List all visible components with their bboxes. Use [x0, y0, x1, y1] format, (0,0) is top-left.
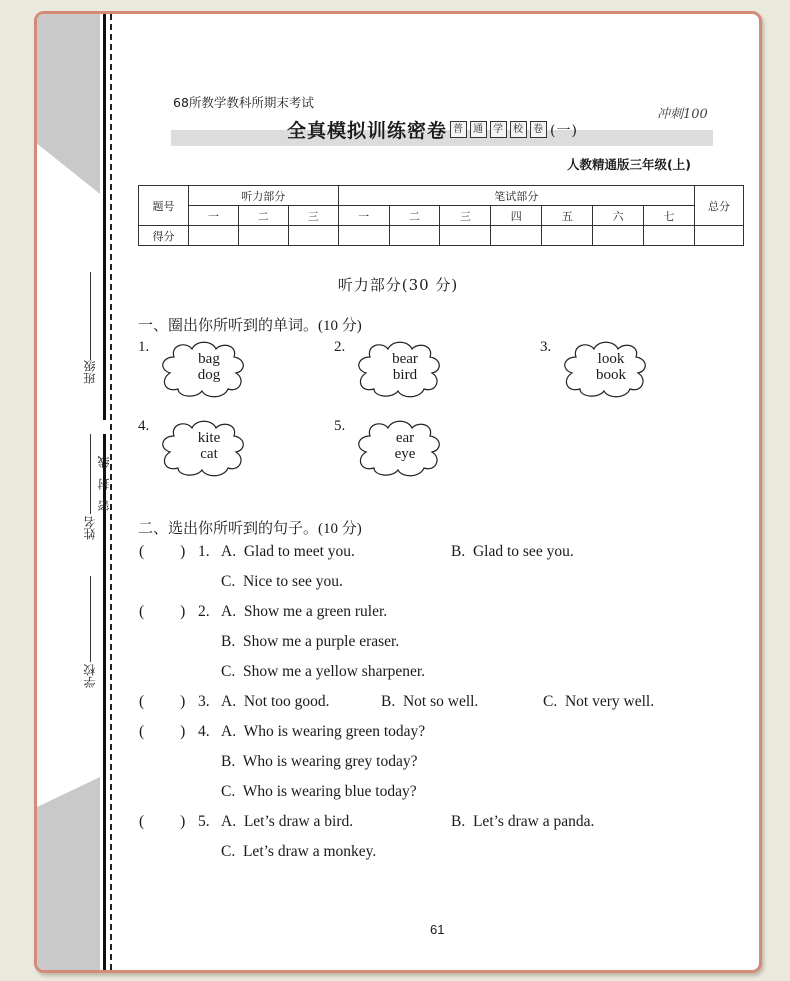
paren-open: (	[139, 813, 145, 830]
exam-title	[287, 116, 578, 143]
cloud-words	[179, 351, 239, 383]
option-text: Let’s draw a bird.	[243, 813, 354, 830]
answer-option	[451, 813, 594, 831]
answer-option	[221, 573, 343, 591]
option-letter: C.	[221, 783, 236, 800]
score-row-label: 得分	[139, 226, 189, 246]
score-cell[interactable]	[338, 226, 389, 246]
option-text: Show me a green ruler.	[243, 603, 388, 620]
part2-points: (10 分)	[318, 521, 362, 537]
score-cell[interactable]	[440, 226, 491, 246]
option-text: Show me a purple eraser.	[242, 633, 400, 650]
option-text: Nice to see you.	[242, 573, 343, 590]
option-text: Show me a yellow sharpener.	[242, 663, 426, 680]
word-option[interactable]: dog	[197, 367, 221, 383]
exam-source: 68所教学教科所期末考试	[173, 95, 314, 110]
question-number: 5.	[198, 813, 210, 830]
name-label: 姓名	[83, 516, 97, 540]
writing-col: 四	[491, 206, 542, 226]
answer-blank[interactable]	[139, 543, 185, 561]
answer-option	[451, 543, 574, 561]
writing-col: 七	[644, 206, 695, 226]
word-cloud-item	[334, 418, 504, 488]
option-text: Glad to meet you.	[243, 543, 355, 560]
boxed-char: 校	[510, 121, 527, 138]
paren-close: )	[180, 603, 186, 620]
score-table	[138, 185, 744, 246]
seal-line-text: 密封线	[97, 446, 111, 512]
word-option[interactable]: kite	[197, 430, 221, 446]
boxed-char: 通	[470, 121, 487, 138]
word-cloud-item	[334, 339, 504, 409]
boxed-char: 卷	[530, 121, 547, 138]
paren-open: (	[139, 603, 145, 620]
strip-decoration-bottom	[37, 777, 100, 973]
paren-open: (	[139, 693, 145, 710]
writing-col: 一	[338, 206, 389, 226]
word-option[interactable]: eye	[394, 446, 416, 462]
paren-close: )	[180, 723, 186, 740]
question-number: 3.	[198, 693, 210, 710]
exam-page	[34, 11, 762, 973]
part1-heading	[138, 314, 362, 335]
part1-points: (10 分)	[318, 318, 362, 334]
answer-option	[221, 543, 355, 561]
answer-option	[221, 783, 417, 801]
item-number: 2.	[334, 339, 346, 355]
series-name: 冲刺100	[657, 107, 708, 122]
paren-open: (	[139, 723, 145, 740]
option-letter: B.	[221, 753, 236, 770]
exam-title-text: 全真模拟训练密卷	[287, 120, 448, 142]
word-option[interactable]: cat	[200, 446, 218, 462]
option-letter: A.	[221, 603, 237, 620]
option-letter: B.	[451, 813, 466, 830]
option-letter: C.	[543, 693, 558, 710]
word-option[interactable]: bag	[198, 351, 220, 367]
word-option[interactable]: ear	[395, 430, 415, 446]
score-cell[interactable]	[491, 226, 542, 246]
answer-blank[interactable]	[139, 813, 185, 831]
paren-close: )	[180, 693, 186, 710]
option-text: Who is wearing green today?	[243, 723, 426, 740]
word-option[interactable]: look	[597, 351, 625, 367]
score-cell[interactable]	[542, 226, 593, 246]
writing-col: 六	[593, 206, 644, 226]
option-text: Who is wearing blue today?	[242, 783, 417, 800]
option-letter: C.	[221, 573, 236, 590]
cloud-words	[375, 430, 435, 462]
word-option[interactable]: bear	[392, 351, 418, 367]
writing-col: 二	[389, 206, 440, 226]
word-cloud-item	[540, 339, 710, 409]
option-text: Who is wearing grey today?	[242, 753, 418, 770]
score-cell[interactable]	[288, 226, 338, 246]
answer-option	[221, 663, 425, 681]
word-cloud-item	[138, 339, 308, 409]
writing-group-header: 笔试部分	[338, 186, 694, 206]
answer-blank[interactable]	[139, 723, 185, 741]
exam-number: (一)	[550, 122, 578, 139]
paren-close: )	[180, 543, 186, 560]
option-text: Let’s draw a monkey.	[242, 843, 377, 860]
paren-close: )	[180, 813, 186, 830]
option-letter: B.	[381, 693, 396, 710]
writing-col: 五	[542, 206, 593, 226]
answer-option	[221, 633, 399, 651]
answer-option	[221, 753, 417, 771]
option-letter: A.	[221, 723, 237, 740]
cloud-words	[375, 351, 435, 383]
option-letter: C.	[221, 663, 236, 680]
answer-blank[interactable]	[139, 603, 185, 621]
score-cell[interactable]	[644, 226, 695, 246]
item-number: 1.	[138, 339, 150, 355]
binding-line-gap	[103, 420, 106, 434]
cloud-words	[581, 351, 641, 383]
option-letter: C.	[221, 843, 236, 860]
score-cell[interactable]	[389, 226, 440, 246]
answer-blank[interactable]	[139, 693, 185, 711]
school-label: 学校	[83, 664, 97, 688]
part1-heading-text: 一、圈出你所听到的单词。	[138, 316, 319, 334]
score-cell[interactable]	[188, 226, 238, 246]
score-cell[interactable]	[593, 226, 644, 246]
total-header: 总分	[694, 186, 743, 226]
paren-open: (	[139, 543, 145, 560]
item-number: 5.	[334, 418, 346, 434]
listening-group-header: 听力部分	[188, 186, 338, 206]
option-letter: A.	[221, 543, 237, 560]
total-score-cell[interactable]	[694, 226, 743, 246]
option-letter: A.	[221, 693, 237, 710]
part2-heading-text: 二、选出你所听到的句子。	[138, 519, 319, 537]
listening-col: 一	[188, 206, 238, 226]
answer-option	[543, 693, 654, 711]
option-letter: B.	[451, 543, 466, 560]
word-option[interactable]: bird	[392, 367, 418, 383]
option-text: Let’s draw a panda.	[472, 813, 595, 830]
question-number: 1.	[198, 543, 210, 560]
binding-strip	[37, 14, 103, 970]
page-number: 61	[430, 922, 445, 937]
word-cloud-item	[138, 418, 308, 488]
writing-col: 三	[440, 206, 491, 226]
boxed-char: 普	[450, 121, 467, 138]
answer-option	[381, 693, 478, 711]
question-number: 4.	[198, 723, 210, 740]
listening-col: 三	[288, 206, 338, 226]
option-letter: A.	[221, 813, 237, 830]
item-number: 4.	[138, 418, 150, 434]
name-fill-line	[90, 434, 91, 514]
option-text: Not very well.	[564, 693, 655, 710]
edition-label: 人教精通版三年级(上)	[567, 157, 691, 172]
answer-option	[221, 843, 376, 861]
part2-heading	[138, 517, 362, 538]
strip-decoration-top	[37, 14, 100, 194]
question-number-header: 题号	[139, 186, 189, 226]
word-option[interactable]: book	[596, 367, 626, 383]
option-letter: B.	[221, 633, 236, 650]
question-number: 2.	[198, 603, 210, 620]
boxed-char: 学	[490, 121, 507, 138]
school-fill-line	[90, 576, 91, 662]
item-number: 3.	[540, 339, 552, 355]
option-text: Not too good.	[243, 693, 330, 710]
score-cell[interactable]	[238, 226, 288, 246]
section-title: 听力部分(30 分)	[337, 276, 459, 294]
answer-option	[221, 693, 330, 711]
option-text: Not so well.	[402, 693, 479, 710]
answer-option	[221, 813, 353, 831]
answer-option	[221, 603, 387, 621]
cloud-words	[179, 430, 239, 462]
listening-col: 二	[238, 206, 288, 226]
answer-option	[221, 723, 425, 741]
option-text: Glad to see you.	[472, 543, 574, 560]
class-label: 班级	[83, 360, 97, 384]
